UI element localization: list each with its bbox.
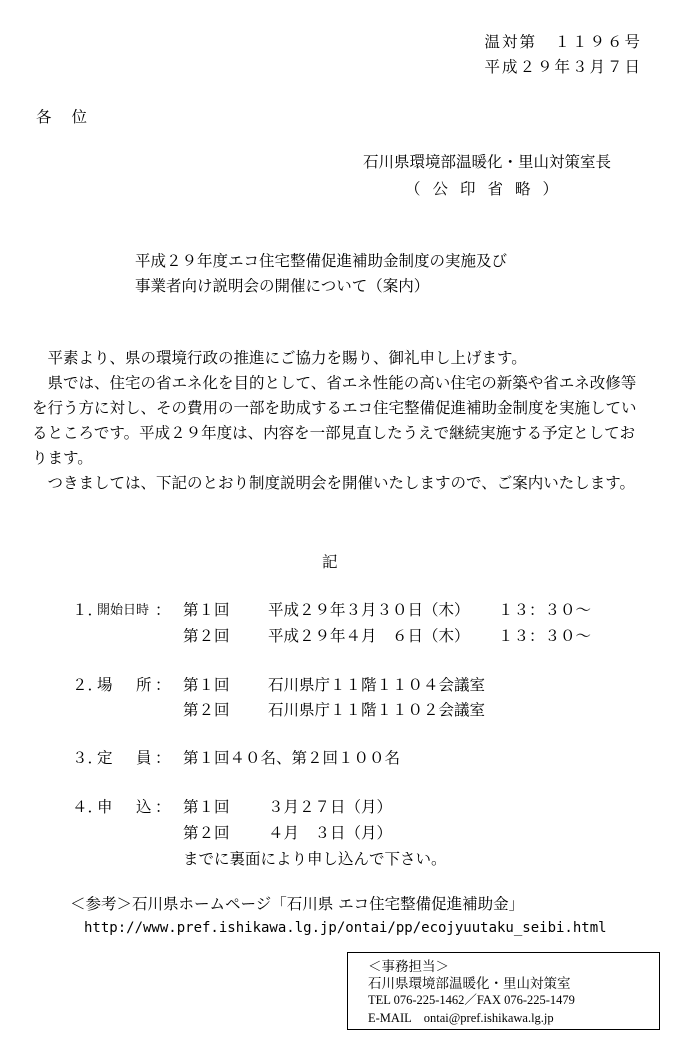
body-paragraph: つきましては、下記のとおり制度説明会を開催いたしますので、ご案内いたします。 bbox=[47, 474, 635, 492]
session-date: 平成２９年４月 ６日（木） bbox=[268, 627, 470, 645]
item-number: ４． bbox=[72, 798, 104, 816]
item-colon: ： bbox=[155, 601, 171, 619]
item-number: ３． bbox=[72, 749, 104, 767]
session-label: 第１回 bbox=[183, 798, 230, 816]
reference-url[interactable]: http://www.pref.ishikawa.lg.jp/ontai/pp/ecojyuutaku_seibi.html bbox=[84, 920, 607, 936]
item-number: １． bbox=[72, 601, 104, 619]
ki-heading: 記 bbox=[322, 553, 338, 571]
session-venue: 石川県庁１１階１１０４会議室 bbox=[268, 676, 486, 694]
session-date: 平成２９年３月３０日（木） bbox=[268, 601, 470, 619]
body-paragraph: 平素より、県の環境行政の推進にご協力を賜り、御礼申し上げます。 bbox=[47, 349, 527, 367]
contact-email[interactable]: E-MAIL ontai@pref.ishikawa.lg.jp bbox=[368, 1011, 554, 1025]
item-label: 定 員 bbox=[97, 749, 156, 767]
item-label: 開始日時 bbox=[97, 603, 150, 618]
session-label: 第２回 bbox=[183, 701, 230, 719]
session-time: １３：３０～ bbox=[498, 627, 592, 645]
item-colon: ： bbox=[155, 749, 171, 767]
body-paragraph: 県では、住宅の省エネ化を目的として、省エネ性能の高い住宅の新築や省エネ改修等を行う方に対し、その費用の一部を助成するエコ住宅整備促進補助金制度を実施しているところです。平成２９年度は、内容を一部見直したうえで継続実施する予定としております。 bbox=[32, 374, 637, 467]
sender-title: 石川県環境部温暖化・里山対策室長 bbox=[363, 153, 612, 171]
contact-department: 石川県環境部温暖化・里山対策室 bbox=[368, 976, 571, 992]
subject-line-2: 事業者向け説明会の開催について（案内） bbox=[135, 277, 430, 295]
item-label: 申 込 bbox=[97, 798, 156, 816]
item-label: 場 所 bbox=[97, 676, 156, 694]
contact-heading: ＜事務担当＞ bbox=[368, 959, 449, 975]
session-venue: 石川県庁１１階１１０２会議室 bbox=[268, 701, 486, 719]
subject-line-1: 平成２９年度エコ住宅整備促進補助金制度の実施及び bbox=[135, 252, 508, 270]
capacity-value: 第１回４０名、第２回１００名 bbox=[183, 749, 401, 767]
contact-tel-fax: TEL 076-225-1462／FAX 076-225-1479 bbox=[368, 993, 575, 1007]
seal-omitted-note: （公印省略） bbox=[405, 180, 571, 198]
session-time: １３：３０～ bbox=[498, 601, 592, 619]
apply-note: までに裏面により申し込んで下さい。 bbox=[183, 850, 447, 868]
session-label: 第２回 bbox=[183, 627, 230, 645]
session-label: 第２回 bbox=[183, 824, 230, 842]
reference-text: ＜参考＞石川県ホームページ「石川県 エコ住宅整備促進補助金」 bbox=[70, 895, 525, 913]
item-number: ２． bbox=[72, 676, 104, 694]
document-number: 温対第 １１９６号 bbox=[484, 33, 642, 51]
deadline-date: ３月２７日（月） bbox=[268, 798, 393, 816]
session-label: 第１回 bbox=[183, 676, 230, 694]
body-text bbox=[32, 346, 642, 496]
addressee: 各位 bbox=[36, 108, 108, 126]
item-colon: ： bbox=[155, 798, 171, 816]
deadline-date: ４月 ３日（月） bbox=[268, 824, 393, 842]
item-colon: ： bbox=[155, 676, 171, 694]
contact-box bbox=[347, 952, 660, 1030]
document-date: 平成２９年３月７日 bbox=[484, 58, 642, 76]
session-label: 第１回 bbox=[183, 601, 230, 619]
